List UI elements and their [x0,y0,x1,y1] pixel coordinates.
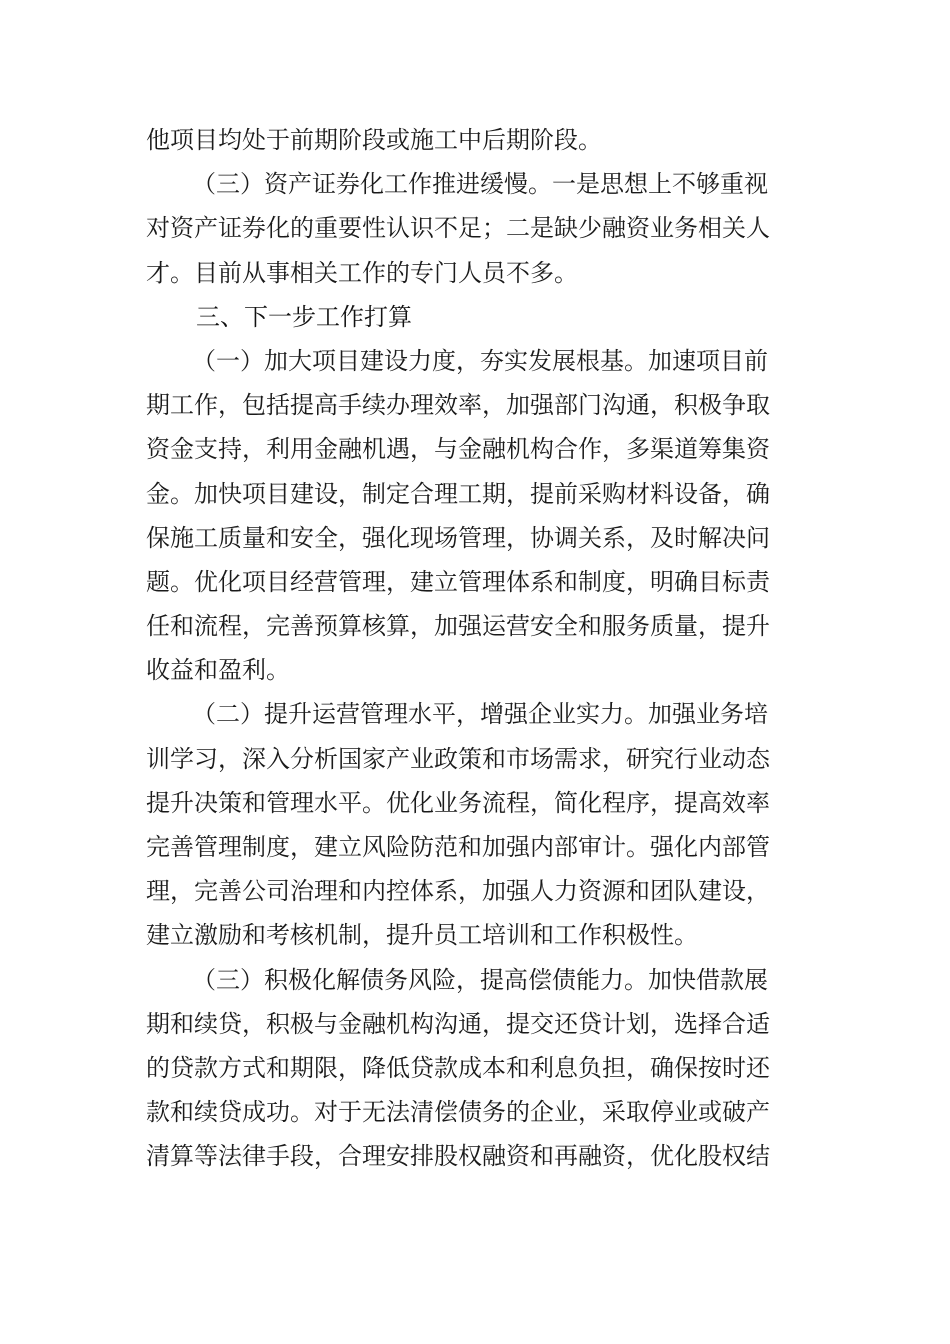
paragraph-line: 任和流程，完善预算核算，加强运营安全和服务质量，提升 [146,612,770,641]
paragraph-first-line: （三）资产证券化工作推进缓慢。一是思想上不够重视 [192,170,768,199]
paragraph-line: 的贷款方式和期限，降低贷款成本和利息负担，确保按时还 [146,1053,770,1082]
document-body [146,118,811,1179]
section-heading: 三、下一步工作打算 [196,302,412,331]
paragraph-first-line: （三）积极化解债务风险，提高偿债能力。加快借款展 [192,965,768,994]
paragraph-line: 训学习，深入分析国家产业政策和市场需求，研究行业动态 [146,744,770,773]
paragraph-line: 理，完善公司治理和内控体系，加强人力资源和团队建设， [146,877,770,906]
paragraph-line: 金。加快项目建设，制定合理工期，提前采购材料设备，确 [146,479,770,508]
paragraph-line: 资金支持，利用金融机遇，与金融机构合作，多渠道筹集资 [146,435,770,464]
paragraph-line: 完善管理制度，建立风险防范和加强内部审计。强化内部管 [146,833,770,861]
paragraph-line: 期工作，包括提高手续办理效率，加强部门沟通，积极争取 [146,391,770,420]
paragraph-line: 对资产证券化的重要性认识不足；二是缺少融资业务相关人 [146,214,770,243]
paragraph-line: 保施工质量和安全，强化现场管理，协调关系，及时解决问 [146,523,770,552]
paragraph-line: 款和续贷成功。对于无法清偿债务的企业，采取停业或破产 [146,1098,770,1127]
paragraph-line: 清算等法律手段，合理安排股权融资和再融资，优化股权结 [146,1142,770,1171]
paragraph-line: 期和续贷，积极与金融机构沟通，提交还贷计划，选择合适 [146,1009,770,1038]
paragraph-first-line: （一）加大项目建设力度，夯实发展根基。加速项目前 [192,346,768,375]
paragraph-line: 建立激励和考核机制，提升员工培训和工作积极性。 [146,921,698,950]
paragraph-line: 收益和盈利。 [146,656,290,685]
paragraph-line: 提升决策和管理水平。优化业务流程，简化程序，提高效率 [146,788,770,817]
paragraph-line: 他项目均处于前期阶段或施工中后期阶段。 [146,126,602,154]
paragraph-line: 题。优化项目经营管理，建立管理体系和制度，明确目标责 [146,567,770,596]
paragraph-line: 才。目前从事相关工作的专门人员不多。 [146,258,578,287]
paragraph-first-line: （二）提升运营管理水平，增强企业实力。加强业务培 [192,700,768,729]
